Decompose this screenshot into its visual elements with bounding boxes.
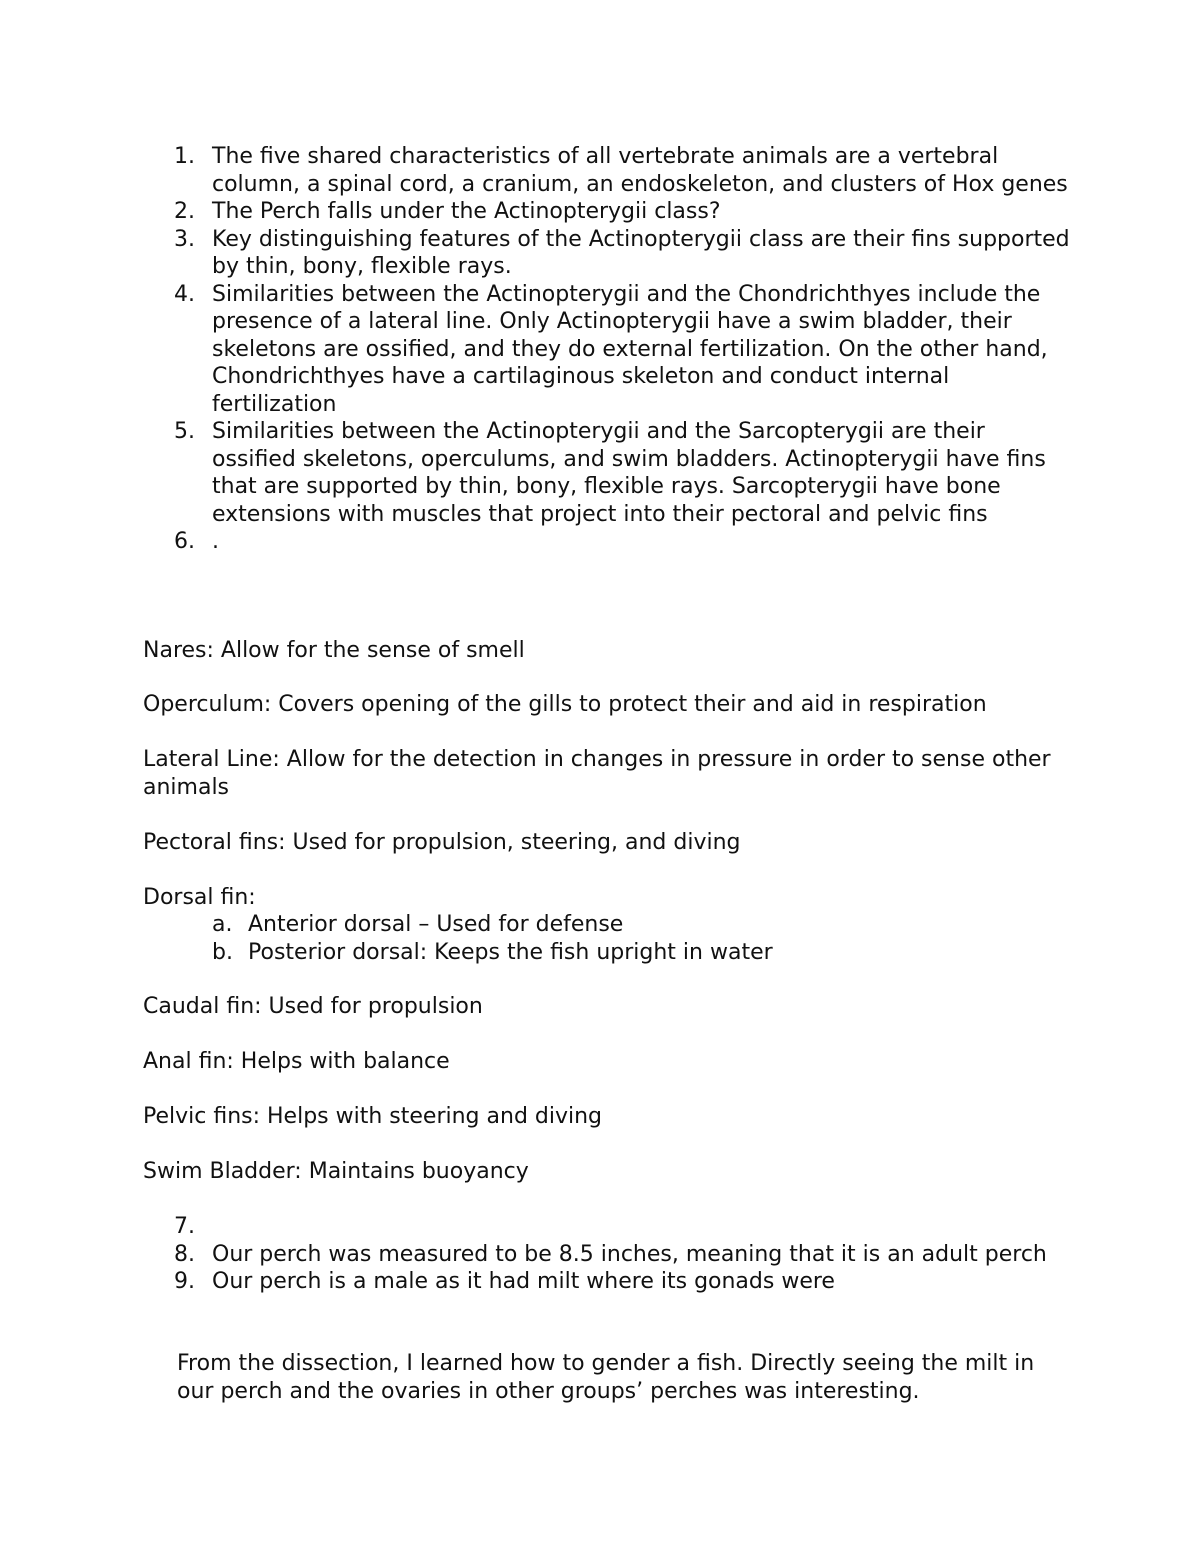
list-item-text: .: [212, 529, 219, 554]
numbered-list-top: [0, 143, 1200, 556]
list-item-text: Similarities between the Actinopterygii and the Sarcopterygii are their ossified skeletons, operculums, and swim bladders. Actinopterygii have fins that are supported by thin, bony, flexible rays. Sarcopterygii have bone extensions with muscles that project into their pectoral and pelvic fins: [212, 419, 1046, 527]
nares-definition: Nares: Allow for the sense of smell: [143, 638, 525, 663]
list-item-number: 3.: [174, 226, 195, 252]
list-item-text: Our perch was measured to be 8.5 inches, meaning that it is an adult perch: [212, 1241, 1047, 1267]
sub-list-item-text: Posterior dorsal: Keeps the fish upright in water: [248, 939, 773, 965]
list-item-number: 2.: [174, 199, 195, 224]
list-item-number: 4.: [174, 281, 195, 307]
sub-list-item-letter: b.: [212, 939, 233, 965]
list-item: [0, 1213, 1072, 1241]
list-item: [0, 528, 1072, 556]
list-item-number: 7.: [174, 1214, 195, 1239]
sub-list-item: [0, 939, 1200, 967]
list-item: [0, 1268, 1072, 1296]
sub-list-item: [0, 911, 1200, 939]
list-item-number: 8.: [174, 1241, 195, 1267]
pelvic-fins-definition: Pelvic fins: Helps with steering and diving: [143, 1104, 603, 1129]
numbered-list-bottom: [0, 1213, 1200, 1296]
list-item-number: 6.: [174, 529, 195, 554]
list-item-text: Our perch is a male as it had milt where its gonads were: [212, 1269, 835, 1294]
sub-list-item-letter: a.: [212, 912, 233, 937]
list-item-text: Similarities between the Actinopterygii and the Chondrichthyes include the presence of a lateral line. Only Actinopterygii have a swim bladder, their skeletons are ossified, and they do external fertilization. On the other hand, Chondrichthyes have a cartilaginous skeleton and conduct internal fertilization: [212, 281, 1048, 417]
lateral-line-definition: Lateral Line: Allow for the detection in changes in pressure in order to sense other animals: [143, 747, 1051, 800]
anal-fin-definition: Anal fin: Helps with balance: [143, 1049, 450, 1074]
list-item-number: 1.: [174, 144, 195, 169]
dorsal-fin-heading: Dorsal fin:: [143, 885, 256, 910]
operculum-definition: Operculum: Covers opening of the gills to protect their and aid in respiration: [143, 692, 987, 717]
pectoral-fins-definition: Pectoral fins: Used for propulsion, steering, and diving: [143, 830, 741, 855]
sub-list-item-text: Anterior dorsal – Used for defense: [248, 912, 624, 937]
caudal-fin-definition: Caudal fin: Used for propulsion: [143, 994, 483, 1019]
list-item: [0, 198, 1072, 226]
closing-paragraph: From the dissection, I learned how to gender a fish. Directly seeing the milt in our perch and the ovaries in other groups’ perches was interesting.: [177, 1351, 1035, 1404]
list-item: [0, 281, 1072, 419]
list-item-text: Key distinguishing features of the Actinopterygii class are their fins supported by thin, bony, flexible rays.: [212, 226, 1070, 279]
list-item: [0, 1241, 1072, 1269]
list-item-text: The Perch falls under the Actinopterygii class?: [212, 199, 721, 224]
swim-bladder-definition: Swim Bladder: Maintains buoyancy: [143, 1159, 529, 1184]
list-item-text: The five shared characteristics of all vertebrate animals are a vertebral column, a spinal cord, a cranium, an endoskeleton, and clusters of Hox genes: [212, 144, 1068, 197]
list-item-number: 5.: [174, 419, 195, 444]
list-item-number: 9.: [174, 1269, 195, 1294]
dorsal-fin-sublist: [0, 911, 1200, 966]
list-item: [0, 226, 1072, 281]
list-item: [0, 143, 1072, 198]
list-item: [0, 418, 1072, 528]
